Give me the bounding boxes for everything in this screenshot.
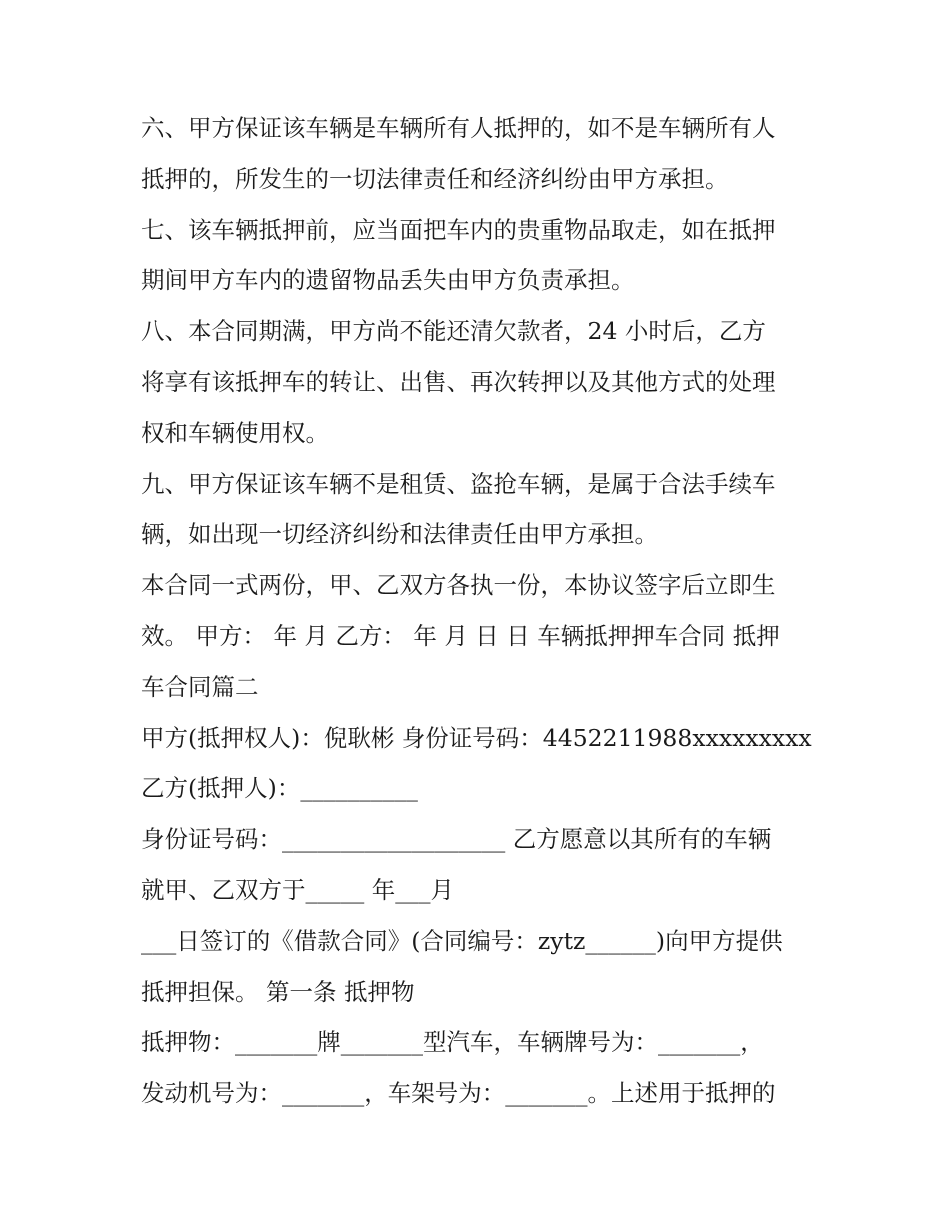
text-line: 九、甲方保证该车辆不是租赁、盗抢车辆，是属于合法手续车: [141, 469, 776, 498]
text-line: 乙方(抵押人)：__________: [141, 774, 418, 803]
text-line: 六、甲方保证该车辆是车辆所有人抵押的，如不是车辆所有人: [141, 114, 776, 142]
text-line: 权和车辆使用权。: [141, 418, 329, 447]
text-line: 辆，如出现一切经济纠纷和法律责任由甲方承担。: [141, 520, 658, 549]
text-line: 七、该车辆抵押前，应当面把车内的贵重物品取走，如在抵押: [141, 215, 776, 244]
text-line: 身份证号码：___________________ 乙方愿意以其所有的车辆: [141, 825, 772, 854]
text-line: 八、本合同期满，甲方尚不能还清欠款者，24 小时后，乙方: [141, 317, 766, 346]
text-line: 发动机号为：_______，车架号为：_______。上述用于抵押的: [141, 1079, 776, 1108]
text-line: 本合同一式两份，甲、乙双方各执一份，本协议签字后立即生: [141, 571, 776, 600]
text-line: 抵押的，所发生的一切法律责任和经济纠纷由甲方承担。: [141, 164, 729, 193]
text-line: 甲方(抵押权人)：倪耿彬 身份证号码：4452211988xxxxxxxxx: [141, 723, 812, 752]
text-line: ___日签订的《借款合同》(合同编号：zytz______)向甲方提供: [141, 926, 783, 955]
text-line: 抵押物：_______牌_______型汽车，车辆牌号为：_______，: [141, 1028, 764, 1057]
text-line: 将享有该抵押车的转让、出售、再次转押以及其他方式的处理: [141, 367, 776, 396]
section-title: 车合同篇二: [141, 672, 259, 701]
text-line: 效。 甲方： 年 月 乙方： 年 月 日 日 车辆抵押押车合同 抵押: [141, 621, 780, 650]
text-line: 抵押担保。 第一条 抵押物: [141, 977, 415, 1006]
text-line: 就甲、乙双方于_____ 年___月: [141, 875, 454, 904]
text-line: 期间甲方车内的遗留物品丢失由甲方负责承担。: [141, 266, 635, 295]
document-page: [141, 103, 841, 1119]
